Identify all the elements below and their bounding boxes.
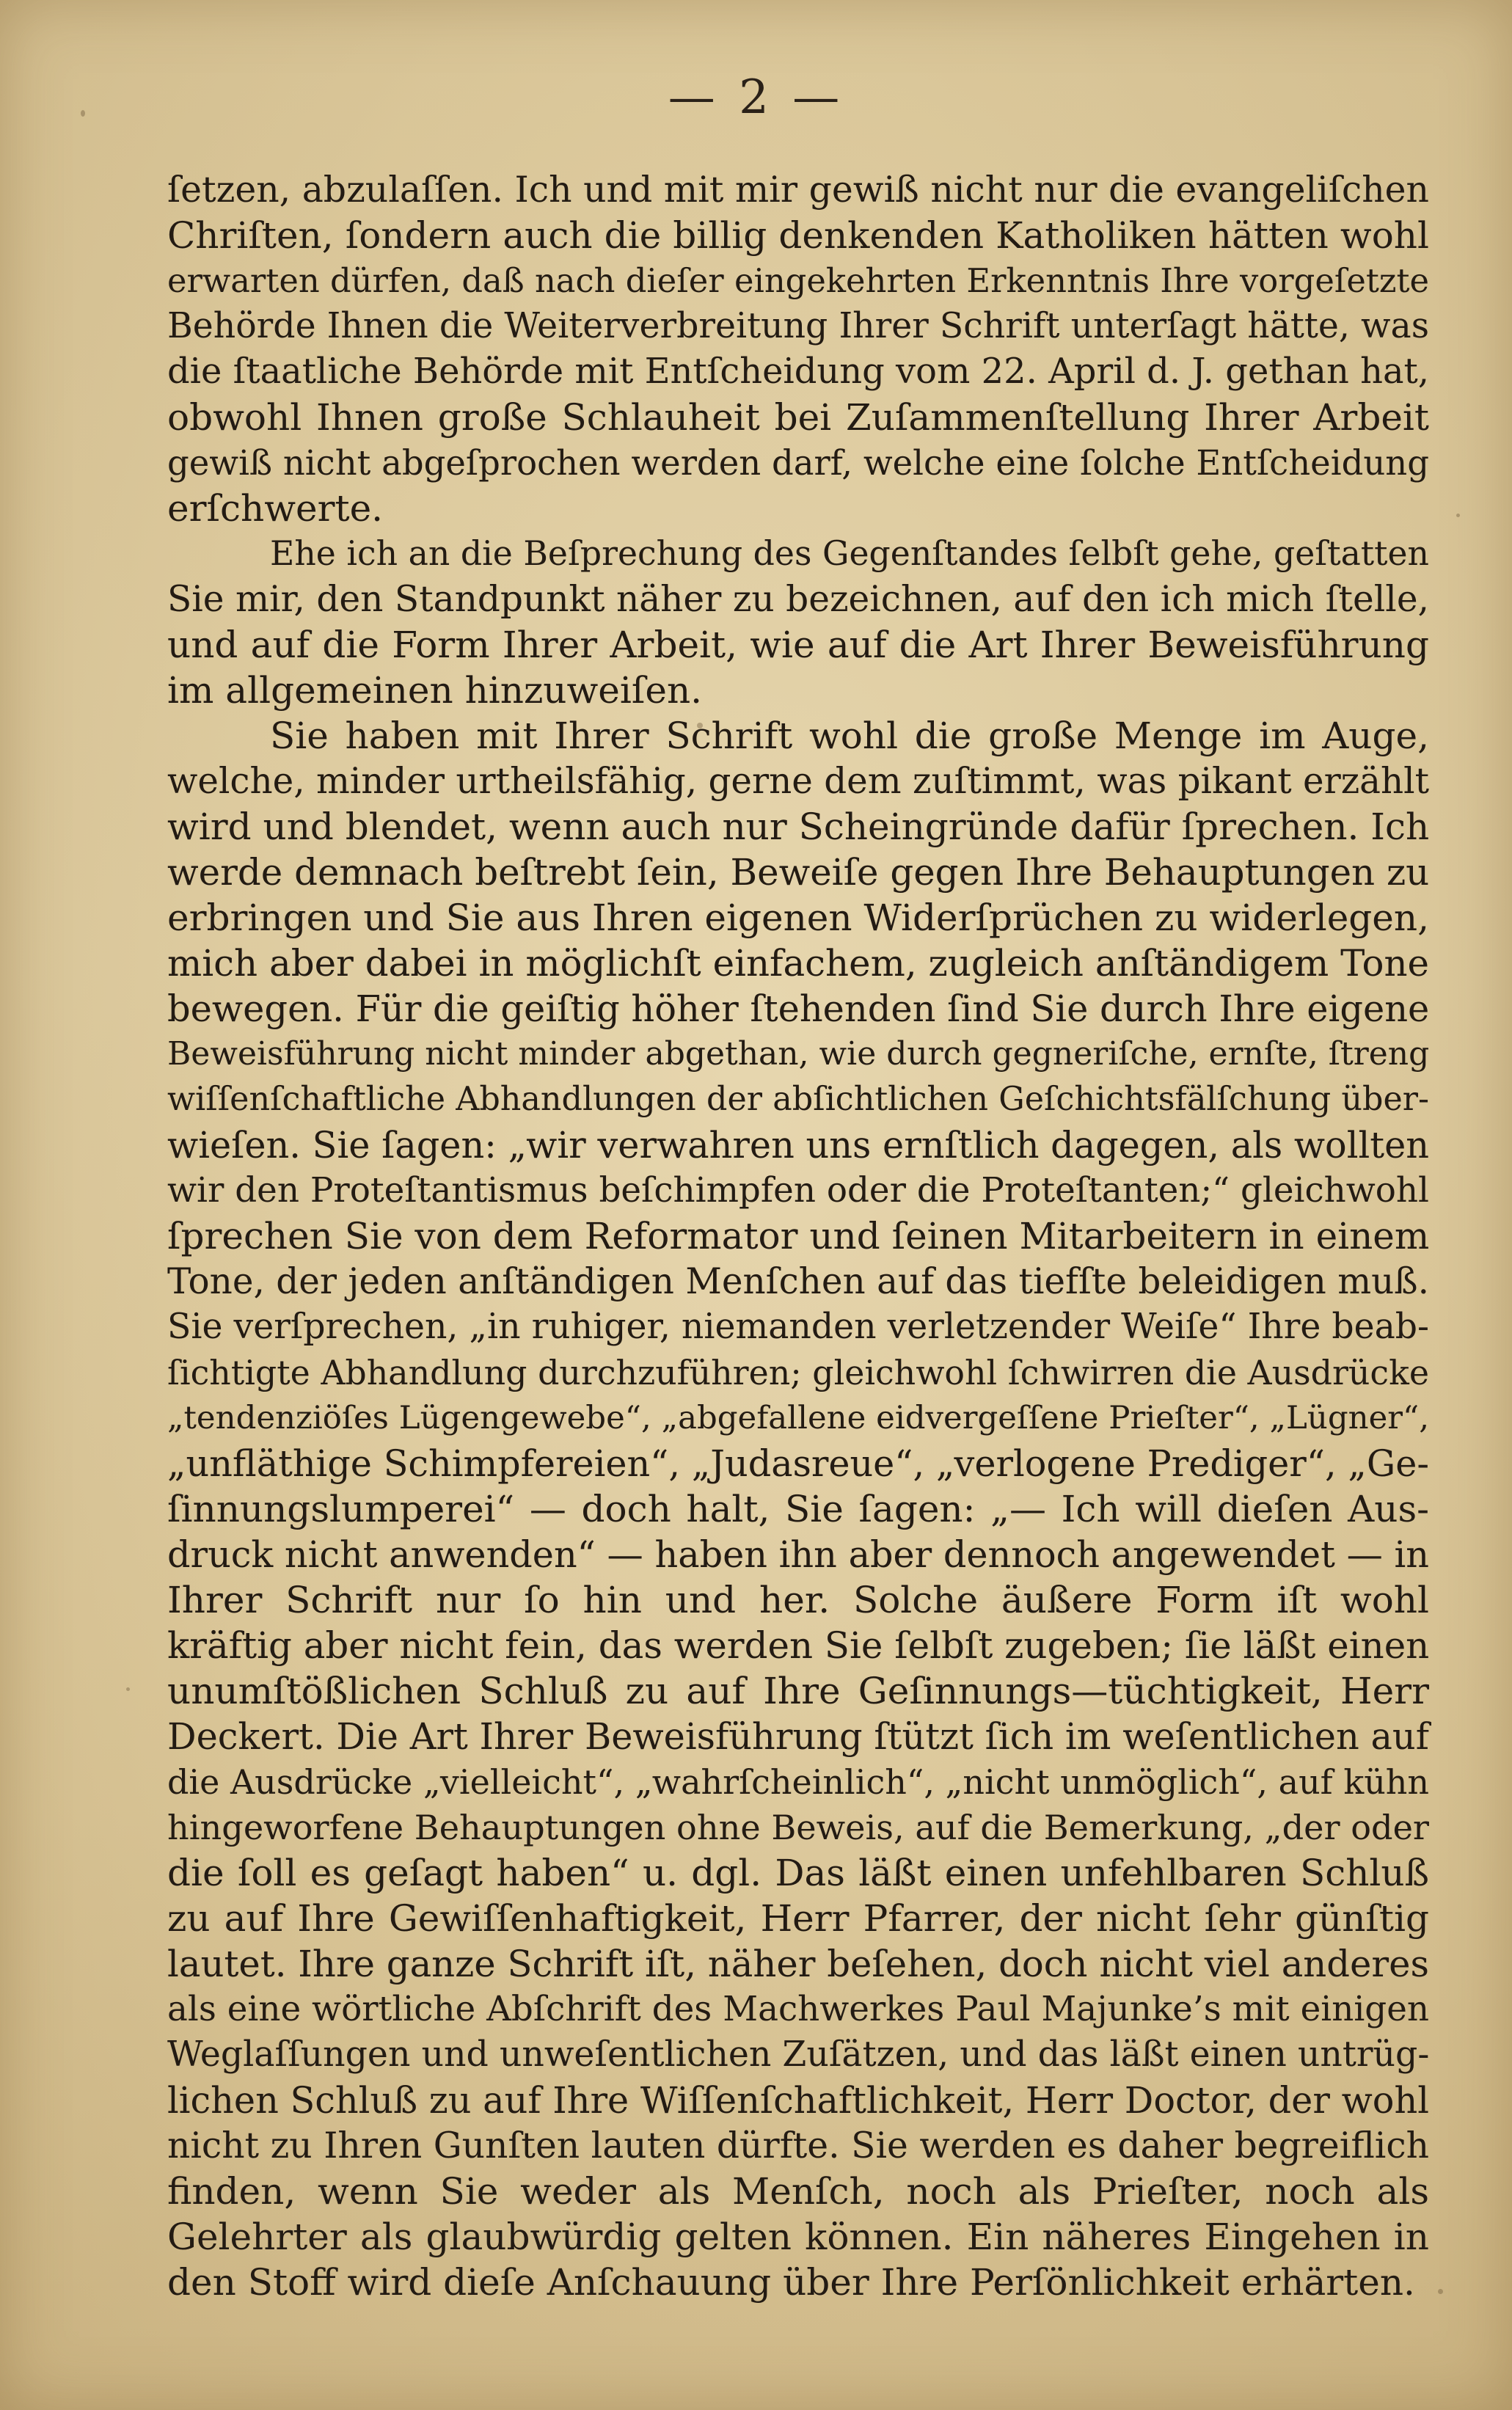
text-line: „unfläthige Schimpfereien“, „Judasreue“, „verlogene Prediger“, „Ge- [167,1442,1429,1485]
text-line: unumſtößlichen Schluß zu auf Ihre Geſinnungs—tüchtigkeit, Herr [167,1670,1429,1712]
text-line: als eine wörtliche Abſchrift des Machwerkes Paul Majunke’s mit einigen [167,1990,1429,2029]
text-line: Sie haben mit Ihrer Schrift wohl die große Menge im Auge, [270,715,1429,757]
text-line: Beweisführung nicht minder abgethan, wie durch gegneriſche, ernſte, ſtreng [167,1035,1430,1073]
text-line: wir den Proteſtantismus beſchimpfen oder die Proteſtanten;“ gleichwohl [167,1171,1429,1211]
text-line: mich aber dabei in möglichſt einfachem, zugleich anſtändigem Tone [167,942,1429,985]
text-line: und auf die Form Ihrer Arbeit, wie auf die Art Ihrer Beweisführung [167,624,1429,666]
text-line: zu auf Ihre Gewiſſenhaftigkeit, Herr Pfarrer, der nicht ſehr günſtig [167,1897,1429,1940]
text-line: Behörde Ihnen die Weiterverbreitung Ihrer Schrift unterſagt hätte, was [167,306,1429,346]
text-line: Sie verſprechen, „in ruhiger, niemanden verletzender Weiſe“ Ihre beab- [167,1307,1429,1347]
text-line: ſetzen, abzulaſſen. Ich und mit mir gewiß nicht nur die evangeliſchen [167,169,1429,211]
text-line: ſprechen Sie von dem Reformator und ſeinen Mitarbeitern in einem [167,1215,1430,1257]
body-text [167,167,1429,2305]
text-line: Sie mir, den Standpunkt näher zu bezeichnen, auf den ich mich ſtelle, [167,579,1429,620]
text-line: Deckert. Die Art Ihrer Beweisführung ſtützt ſich im weſentlichen auf [167,1715,1429,1758]
paragraph [167,531,1429,713]
text-line: lautet. Ihre ganze Schrift iſt, näher beſehen, doch nicht viel anderes [167,1943,1429,1985]
text-line: obwohl Ihnen große Schlauheit bei Zuſammenſtellung Ihrer Arbeit [167,396,1429,439]
text-line: welche, minder urtheilsfähig, gerne dem zuſtimmt, was pikant erzählt [167,761,1429,802]
text-line: Tone, der jeden anſtändigen Menſchen auf das tiefſte beleidigen muß. [167,1261,1429,1302]
text-line: den Stoff wird dieſe Anſchauung über Ihre Perſönlichkeit erhärten. [167,2261,1415,2304]
paper-speck [126,1687,130,1691]
text-line: hingeworfene Behauptungen ohne Beweis, auf die Bemerkung, „der oder [167,1808,1430,1847]
text-line: werde demnach beſtrebt ſein, Beweiſe gegen Ihre Behauptungen zu [167,851,1430,894]
text-line: „tendenziöſes Lügengewebe“, „abgefallene eidvergeſſene Prieſter“, „Lügner“, [167,1400,1429,1436]
text-line: druck nicht anwenden“ — haben ihn aber dennoch angewendet — in [167,1533,1429,1576]
text-line: die ſoll es geſagt haben“ u. dgl. Das läßt einen unfehlbaren Schluß [167,1852,1429,1894]
text-line: im allgemeinen hinzuweiſen. [167,669,703,712]
text-line: die ſtaatliche Behörde mit Entſcheidung vom 22. April d. J. gethan hat, [167,351,1429,392]
text-line: nicht zu Ihren Gunſten lauten dürfte. Sie werden es daher begreiflich [167,2125,1429,2166]
text-line: erwarten dürfen, daß nach dieſer eingekehrten Erkenntnis Ihre vorgeſetzte [167,261,1429,300]
text-line: kräftig aber nicht fein, das werden Sie ſelbſt zugeben; ſie läßt einen [167,1624,1430,1667]
text-line: erbringen und Sie aus Ihren eigenen Widerſprüchen zu widerlegen, [167,897,1429,939]
text-line: wiſſenſchaftliche Abhandlungen der abſichtlichen Geſchichtsfälſchung über- [167,1081,1429,1118]
text-line: ſichtigte Abhandlung durchzuführen; gleichwohl ſchwirren die Ausdrücke [167,1353,1429,1392]
paragraph [167,713,1429,2305]
text-line: erſchwerte. [167,487,384,530]
text-line: Ehe ich an die Beſprechung des Gegenſtandes ſelbſt gehe, geſtatten [270,534,1429,573]
text-line: Weglaſſungen und unweſentlichen Zuſätzen, und das läßt einen untrüg- [167,2034,1430,2075]
text-line: wieſen. Sie ſagen: „wir verwahren uns ernſtlich dagegen, als wollten [167,1124,1429,1166]
paragraph [167,167,1429,531]
text-line: lichen Schluß zu auf Ihre Wiſſenſchaftlichkeit, Herr Doctor, der wohl [167,2079,1429,2122]
text-line: finden, wenn Sie weder als Menſch, noch als Prieſter, noch als [167,2170,1429,2213]
text-line: ſinnungslumperei“ — doch halt, Sie ſagen: „— Ich will dieſen Aus- [167,1488,1429,1530]
text-line: wird und blendet, wenn auch nur Scheingründe dafür ſprechen. Ich [167,806,1430,848]
text-line: gewiß nicht abgeſprochen werden darf, welche eine ſolche Entſcheidung [167,443,1429,483]
page-number: — 2 — [668,70,844,125]
text-line: die Ausdrücke „vielleicht“, „wahrſcheinlich“, „nicht unmöglich“, auf kühn [167,1762,1430,1802]
text-line: bewegen. Für die geiſtig höher ſtehenden ſind Sie durch Ihre eigene [167,987,1430,1030]
text-line: Gelehrter als glaubwürdig gelten können. Ein näheres Eingehen in [167,2216,1429,2258]
paper-speck [1456,514,1460,517]
paper-speck [1438,2289,1443,2294]
text-line: Chriſten, ſondern auch die billig denkenden Katholiken hätten wohl [167,214,1429,257]
text-line: Ihrer Schrift nur ſo hin und her. Solche äußere Form iſt wohl [167,1579,1429,1621]
